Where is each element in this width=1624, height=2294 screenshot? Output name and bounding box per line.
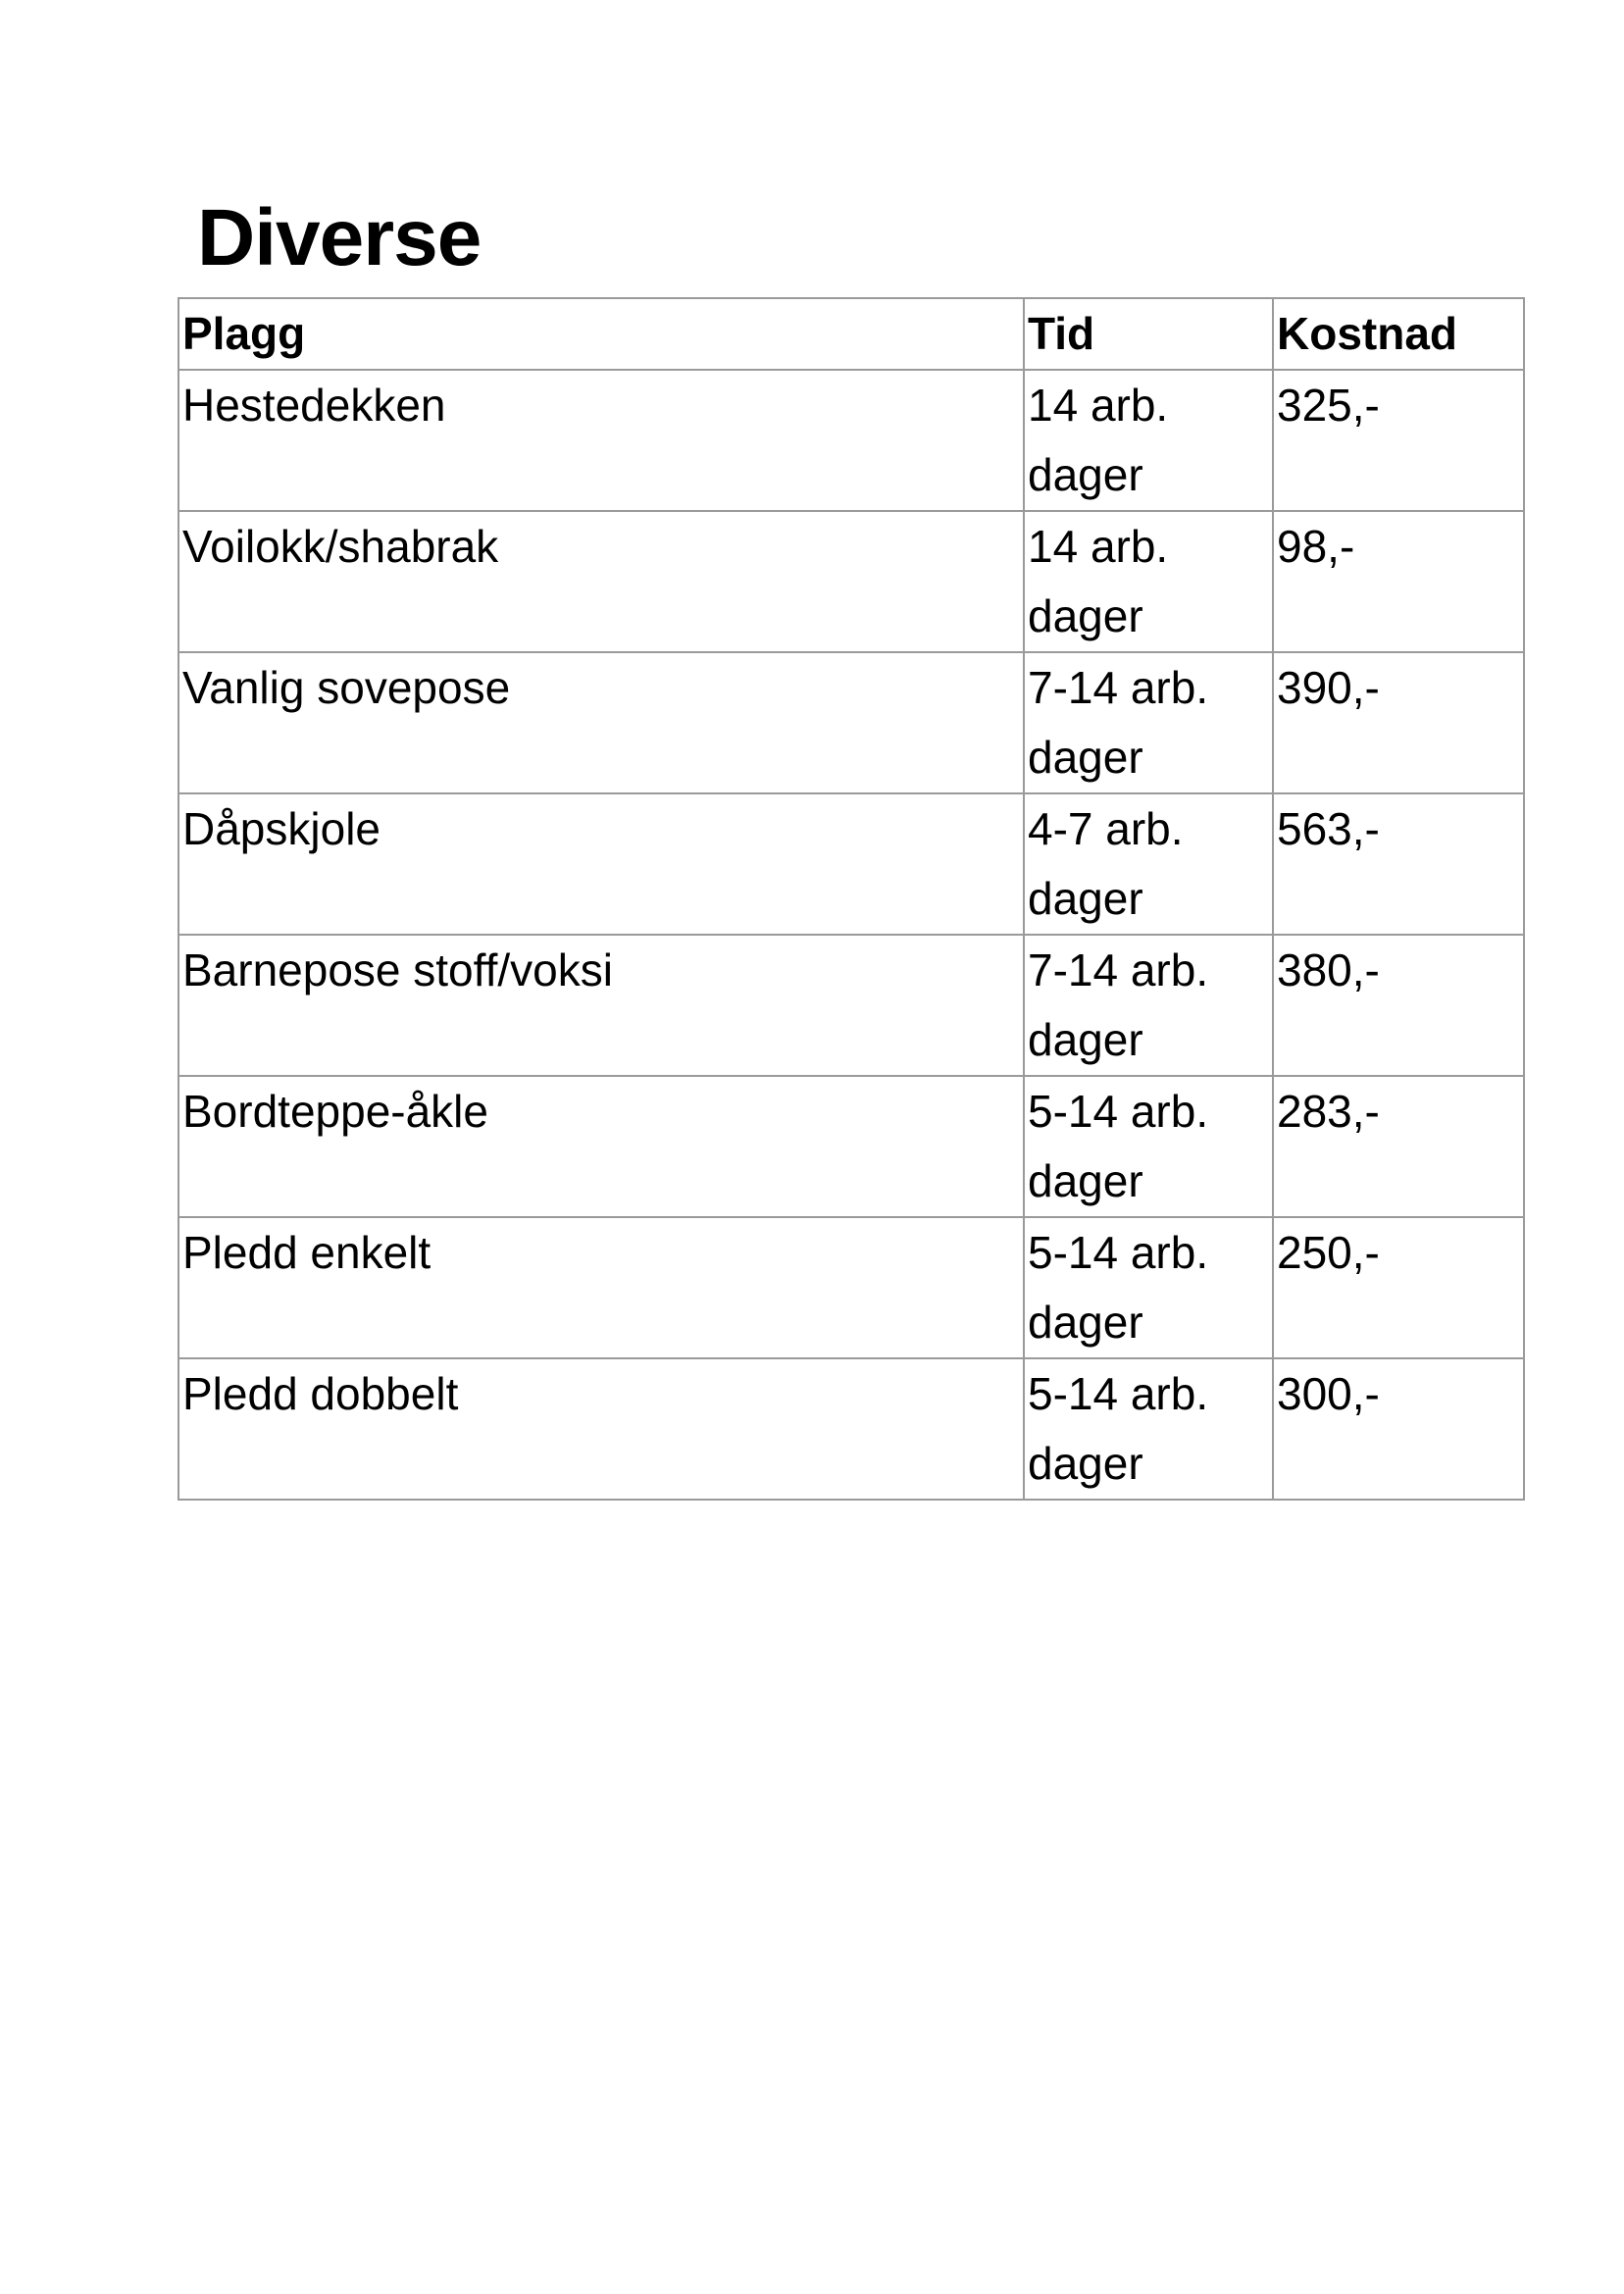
cell-plagg: Hestedekken (178, 370, 1024, 511)
table-row (178, 1076, 1524, 1217)
header-row (178, 298, 1524, 370)
cell-kostnad: 325,- (1273, 370, 1524, 511)
table-row (178, 1358, 1524, 1500)
cell-tid: 5-14 arb. dager (1024, 1076, 1273, 1217)
column-header-tid: Tid (1024, 298, 1273, 370)
table-row (178, 370, 1524, 511)
cell-plagg: Bordteppe-åkle (178, 1076, 1024, 1217)
cell-tid: 14 arb. dager (1024, 511, 1273, 652)
table-row (178, 652, 1524, 793)
cell-plagg: Pledd enkelt (178, 1217, 1024, 1358)
cell-kostnad: 250,- (1273, 1217, 1524, 1358)
cell-tid: 7-14 arb. dager (1024, 935, 1273, 1076)
cell-kostnad: 563,- (1273, 793, 1524, 935)
cell-tid: 14 arb. dager (1024, 370, 1273, 511)
cell-tid: 7-14 arb. dager (1024, 652, 1273, 793)
cell-plagg: Dåpskjole (178, 793, 1024, 935)
cell-kostnad: 283,- (1273, 1076, 1524, 1217)
cell-tid: 4-7 arb. dager (1024, 793, 1273, 935)
price-table-header (178, 298, 1524, 370)
column-header-plagg: Plagg (178, 298, 1024, 370)
cell-kostnad: 390,- (1273, 652, 1524, 793)
cell-kostnad: 300,- (1273, 1358, 1524, 1500)
cell-plagg: Pledd dobbelt (178, 1358, 1024, 1500)
cell-kostnad: 98,- (1273, 511, 1524, 652)
price-table-body (178, 370, 1524, 1500)
cell-plagg: Vanlig sovepose (178, 652, 1024, 793)
table-row (178, 511, 1524, 652)
table-row (178, 935, 1524, 1076)
cell-plagg: Barnepose stoff/voksi (178, 935, 1024, 1076)
cell-tid: 5-14 arb. dager (1024, 1358, 1273, 1500)
cell-tid: 5-14 arb. dager (1024, 1217, 1273, 1358)
table-row (178, 793, 1524, 935)
column-header-kostnad: Kostnad (1273, 298, 1524, 370)
table-row (178, 1217, 1524, 1358)
price-table (178, 297, 1525, 1501)
page-title: Diverse (197, 193, 482, 282)
cell-plagg: Voilokk/shabrak (178, 511, 1024, 652)
cell-kostnad: 380,- (1273, 935, 1524, 1076)
